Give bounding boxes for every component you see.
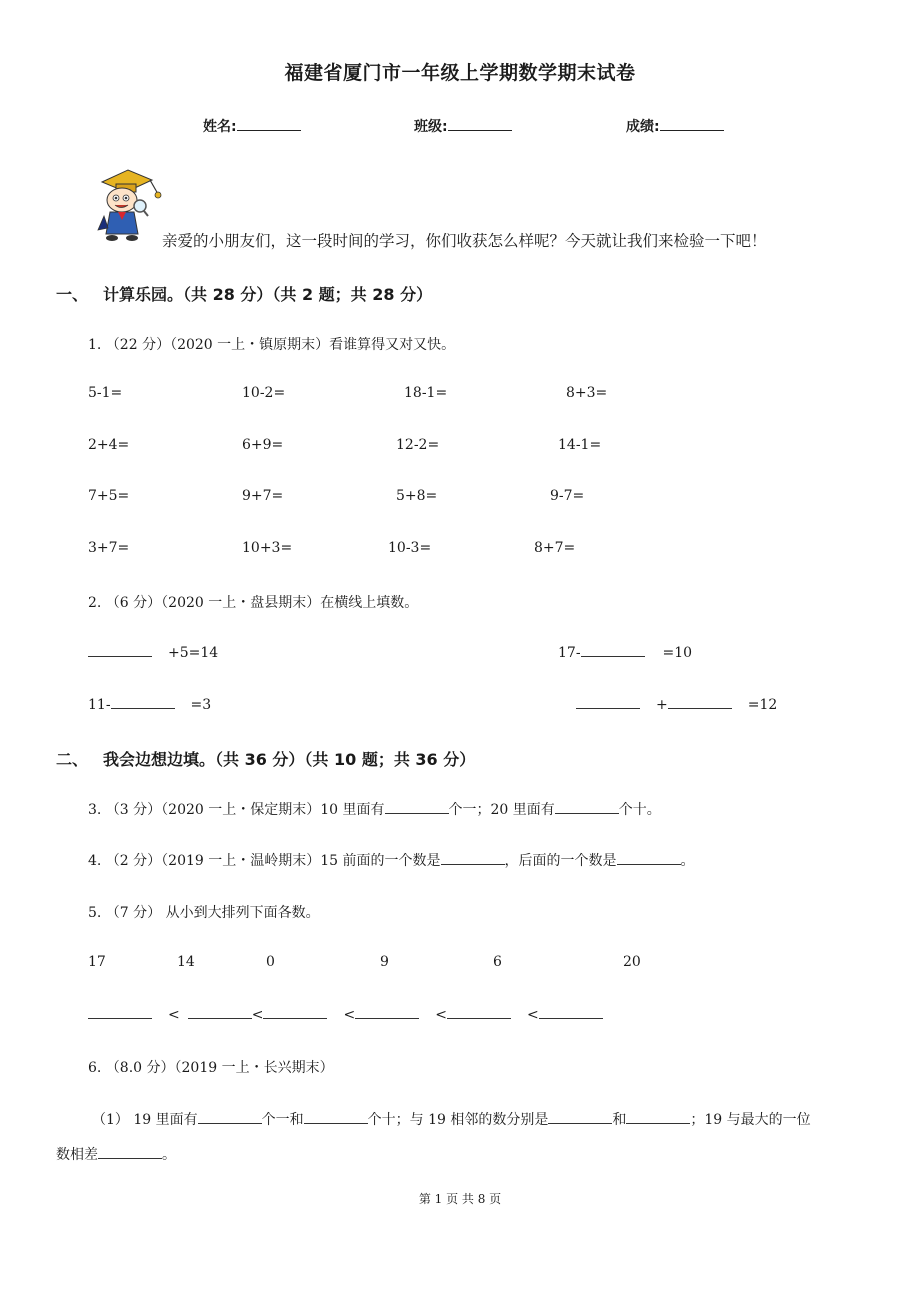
expr-r1c2: 10-2= [242,385,286,401]
less-than-sign: < [168,1007,180,1023]
q5-number: 6 [493,954,502,970]
answer-blank[interactable] [539,1006,603,1019]
answer-blank[interactable] [581,644,645,657]
expr-r3c1: 7+5= [88,488,130,504]
expr-r3c3: 5+8= [396,488,438,504]
class-field [414,116,512,136]
q6-text-4: 和 [612,1112,627,1128]
answer-blank[interactable] [617,852,681,865]
section-1-number: 一、 [56,285,89,304]
expr-r4c3: 10-3= [388,540,432,556]
q2-item-a [88,644,218,661]
q6-text-7: 。 [162,1147,176,1163]
expr-r4c4: 8+7= [534,540,576,556]
question-4 [88,850,695,870]
expr-r1c1: 5-1= [88,385,123,401]
q3-text-1: 3. （3 分）（2020 一上・保定期末）10 里面有 [88,802,385,818]
q3-text-2: 个一；20 里面有 [448,802,555,818]
cartoon-student-icon [88,168,168,246]
expr-r1c4: 8+3= [566,385,608,401]
q6-part-1-line-2 [56,1144,176,1164]
name-blank[interactable] [237,116,301,131]
q4-text-1: 4. （2 分）（2019 一上・温岭期末）15 前面的一个数是 [88,853,441,869]
score-field [626,116,724,136]
q6-text-5: ；19 与最大的一位 [690,1112,811,1128]
expr-r2c3: 12-2= [396,437,440,453]
q2-item-d [576,696,777,713]
q5-number: 17 [88,954,106,970]
answer-blank[interactable] [447,1006,511,1019]
answer-blank[interactable] [98,1146,162,1159]
q2-a-suffix: +5=14 [168,645,219,661]
mascot-illustration [88,168,168,250]
question-3 [88,799,661,819]
q5-order-row [88,1006,603,1023]
q2-d-mid: + [656,697,668,713]
expr-r4c2: 10+3= [242,540,293,556]
class-label: 班级: [414,119,448,135]
answer-blank[interactable] [88,1006,152,1019]
greeting-text: 亲爱的小朋友们，这一段时间的学习，你们收获怎么样呢？今天就让我们来检验一下吧！ [162,232,767,250]
answer-blank[interactable] [88,644,152,657]
q5-number: 20 [623,954,641,970]
answer-blank[interactable] [111,696,175,709]
q5-number: 0 [266,954,275,970]
expr-r3c4: 9-7= [550,488,585,504]
answer-blank[interactable] [304,1111,368,1124]
section-2-number: 二、 [56,750,89,769]
q4-text-2: ，后面的一个数是 [504,853,617,869]
page-footer: 第 1 页 共 8 页 [418,1192,502,1206]
q2-item-b [558,644,692,661]
expr-r2c1: 2+4= [88,437,130,453]
answer-blank[interactable] [555,801,619,814]
question-6-header: 6. （8.0 分）（2019 一上・长兴期末） [88,1060,334,1076]
answer-blank[interactable] [263,1006,327,1019]
q2-b-prefix: 17- [558,645,581,661]
q6-text-2: 个一和 [261,1112,304,1128]
q2-c-suffix: =3 [190,697,212,713]
answer-blank[interactable] [626,1111,690,1124]
name-field [203,116,301,136]
q2-b-suffix: =10 [662,645,693,661]
score-blank[interactable] [660,116,724,131]
answer-blank[interactable] [668,696,732,709]
q2-item-c [88,696,211,713]
q6-part-1-line-1 [92,1109,811,1129]
score-label: 成绩: [626,119,660,135]
question-5-header: 5. （7 分） 从小到大排列下面各数。 [88,905,320,921]
q5-number: 9 [380,954,389,970]
expr-r3c2: 9+7= [242,488,284,504]
q6-text-1: （1） 19 里面有 [92,1112,198,1128]
q2-d-suffix: =12 [747,697,778,713]
class-blank[interactable] [448,116,512,131]
q3-text-3: 个十。 [618,802,661,818]
less-than-sign: < [343,1007,356,1023]
q5-number: 14 [177,954,195,970]
section-2-title: 我会边想边填。（共 36 分）（共 10 题；共 36 分） [103,750,476,769]
less-than-sign: < [251,1007,264,1023]
expr-r1c3: 18-1= [404,385,448,401]
question-1-header: 1. （22 分）（2020 一上・镇原期末）看谁算得又对又快。 [88,337,456,353]
less-than-sign: < [435,1007,447,1023]
answer-blank[interactable] [385,801,449,814]
expr-r4c1: 3+7= [88,540,130,556]
answer-blank[interactable] [576,696,640,709]
less-than-sign: < [526,1007,539,1023]
section-1-title: 计算乐园。（共 28 分）（共 2 题；共 28 分） [103,285,433,304]
expr-r2c4: 14-1= [558,437,602,453]
expr-r2c2: 6+9= [242,437,284,453]
answer-blank[interactable] [548,1111,612,1124]
answer-blank[interactable] [198,1111,262,1124]
q4-text-3: 。 [680,853,695,869]
answer-blank[interactable] [441,852,505,865]
q2-c-prefix: 11- [88,697,111,713]
answer-blank[interactable] [188,1006,252,1019]
q6-text-6: 数相差 [56,1147,98,1163]
answer-blank[interactable] [355,1006,419,1019]
page-title: 福建省厦门市一年级上学期数学期末试卷 [284,62,636,84]
question-2-header: 2. （6 分）（2020 一上・盘县期末）在横线上填数。 [88,595,419,611]
name-label: 姓名: [203,119,237,135]
q6-text-3: 个十；与 19 相邻的数分别是 [367,1112,549,1128]
